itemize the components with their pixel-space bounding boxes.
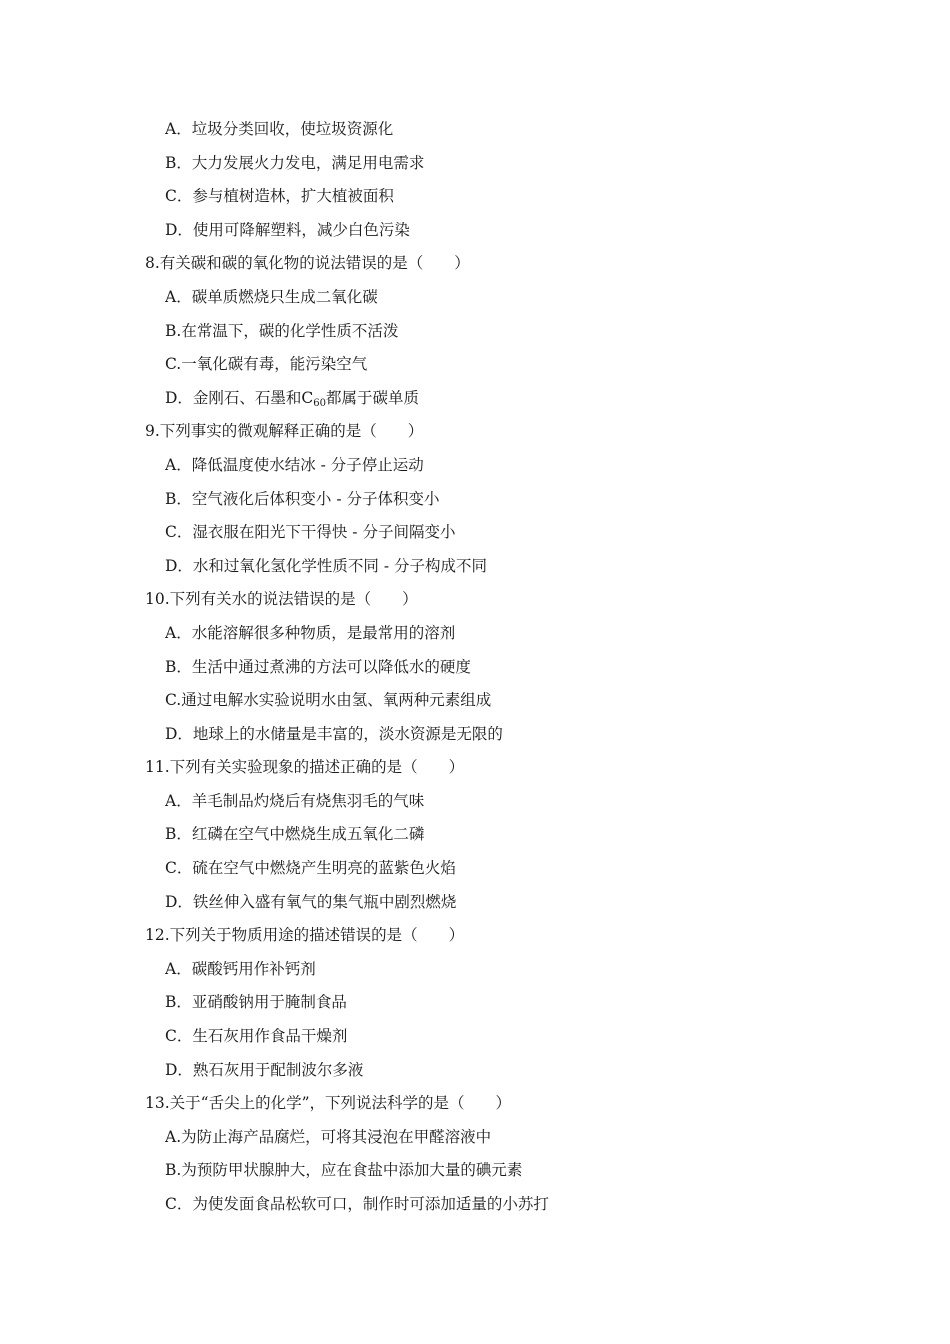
q8-option-a: A．碳单质燃烧只生成二氧化碳: [165, 287, 378, 306]
q12-option-c: C．生石灰用作食品干燥剂: [165, 1027, 348, 1046]
q12-option-d: D．熟石灰用于配制波尔多液: [165, 1060, 364, 1079]
q10-option-b: B．生活中通过煮沸的方法可以降低水的硬度: [165, 657, 471, 676]
q9-option-b: B．空气液化后体积变小 - 分子体积变小: [165, 489, 440, 508]
q12-option-b: B．亚硝酸钠用于腌制食品: [165, 993, 347, 1012]
q13-option-b: B.为预防甲状腺肿大，应在食盐中添加大量的碘元素: [165, 1161, 523, 1180]
q7-option-a: A．垃圾分类回收，使垃圾资源化: [165, 120, 394, 138]
q10-option-c: C.通过电解水实验说明水由氢、氧两种元素组成: [165, 691, 492, 710]
q11-stem: 11.下列有关实验现象的描述正确的是（ ）: [145, 758, 465, 777]
q13-option-a: A.为防止海产品腐烂，可将其浸泡在甲醛溶液中: [165, 1127, 492, 1146]
q7-option-c: C．参与植树造林，扩大植被面积: [165, 187, 394, 206]
q8-option-d: [145, 382, 845, 416]
q11-option-d: D．铁丝伸入盛有氧气的集气瓶中剧烈燃烧: [165, 892, 457, 911]
q9-stem: 9.下列事实的微观解释正确的是（ ）: [145, 422, 424, 441]
q12-stem: 12.下列关于物质用途的描述错误的是（ ）: [145, 926, 465, 945]
q7-option-b: B．大力发展火力发电，满足用电需求: [165, 153, 425, 172]
q8-option-b: B.在常温下，碳的化学性质不活泼: [165, 321, 399, 340]
q9-option-d: D．水和过氧化氢化学性质不同 - 分子构成不同: [165, 556, 488, 575]
q8-option-d-subscript: 60: [313, 397, 327, 409]
q8-stem: 8.有关碳和碳的氧化物的说法错误的是（ ）: [145, 254, 470, 273]
q10-option-a: A．水能溶解很多种物质，是最常用的溶剂: [165, 623, 456, 642]
q7-option-d: D．使用可降解塑料，减少白色污染: [165, 220, 410, 239]
q13-option-c: C．为使发面食品松软可口，制作时可添加适量的小苏打: [165, 1195, 549, 1213]
q13-stem: 13.关于“舌尖上的化学”，下列说法科学的是（ ）: [145, 1094, 511, 1113]
q10-stem: 10.下列有关水的说法错误的是（ ）: [145, 590, 418, 609]
question-list: [145, 113, 845, 1222]
q9-option-a: A．降低温度使水结冰 - 分子停止运动: [165, 455, 424, 474]
q10-option-d: D．地球上的水储量是丰富的，淡水资源是无限的: [165, 724, 503, 743]
q11-option-b: B．红磷在空气中燃烧生成五氧化二磷: [165, 825, 425, 844]
q12-option-a: A．碳酸钙用作补钙剂: [165, 959, 316, 978]
q8-option-d-before: D．金刚石、石墨和C: [165, 388, 314, 407]
q8-option-c: C.一氧化碳有毒，能污染空气: [165, 355, 368, 374]
q8-option-d-after: 都属于碳单质: [326, 388, 420, 407]
q11-option-c: C．硫在空气中燃烧产生明亮的蓝紫色火焰: [165, 859, 456, 878]
q9-option-c: C．湿衣服在阳光下干得快 - 分子间隔变小: [165, 523, 456, 542]
q11-option-a: A．羊毛制品灼烧后有烧焦羽毛的气味: [165, 791, 425, 810]
